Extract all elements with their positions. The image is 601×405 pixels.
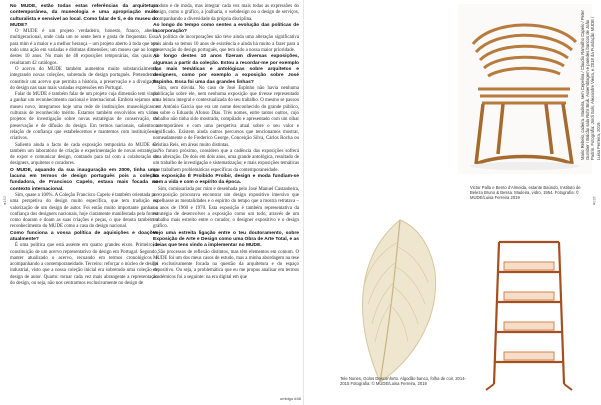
body-paragraph: O MUDE é um projeto verdadeiro, honesto, franco, aberto, multigeracional, onde cada um se sente bem e gosta de frequentar. Essa para mim é a maior e a melhor herança – um projeto aberto à toda que tem todo uma ação em variadas e distintas dimensões; um museu que ao longo destes 10 anos. No mais de 48 exposições temporárias, das quais já resultaram 42 catálogos. [10,29,158,66]
page-gutter [303,0,304,405]
caption-leaf: Tele Nunes, Golos Desconforto. Algodão banco, folha de coir, 2014-2015 Fotografia: © MUDE/Luisa Ferreira, 2019 [340,376,466,387]
body-paragraph: O acervo do MUDE também aumentou muito substancialmente, integrando novas coleções, sobretudo de design português. Pretendemos constituir um acervo que permita a história, a preservação e a divulgação do design nas suas mais variadas expressões em Portugal. [10,66,158,91]
body-paragraph: É uma política que está assente em quatro grandes eixos. Primeiro, a constituição de um acervo representativo do design em Portugal. Segundo, manter atualizado o acervo, recuando em termos cronológicos e acompanhando a contemporaneidade. Terceiro: reforçar o núcleo de design industrial, visto que a nossa coleção inicial era sobretudo uma coleção de design de autor. Quarto: tornar cada vez mais abrangente a representação do design, ou seja, não nos centrarmos exclusivamente no design de [10,243,158,287]
page-number-right: 153● [592,195,598,206]
interview-question: Vejo uma estreita ligação entre o teu doutoramento, sobre Exposição de Arte e Design como uma Obra de Arte Total, e as ideias que tens vindo a implementar no MUDE. [153,230,299,249]
caption-chair: Mario Rebelo, cadeira. Madeira, sem Cepelina / Claudio Ramalho Capelo / Peter Gumitier / Balcão sala Rohr Bruk. Assemblagem e paredes bancos de João Padrin. Fotografia: Jordi Sols, Alexandre Vieira, e 2018 da Fundação MUDE / Luisa Ferreira, 2019. [580,10,601,160]
display-shelf-photo [474,232,584,392]
body-paragraph: Sim, quase a 100%. A Coleção Francisco Capelo é também orientada por uma perspetiva do design muito específica, que tem tradução na valorização de um design de autor. Foi então muito importante ganhar a confiança dos designers nacionais, hoje claramente manifestada pela forma como doaram e doam as suas criações e peças, o que denota também o reconhecimento do MUDE como a casa do design nacional. [10,192,159,230]
body-paragraph: São processos de reflexão distintos, mas têm elementos em comum. O MUDE foi um dos meus casos de estudo, mas a minha abordagem na tese foi exclusivamente focada na questão da arquitetura e do espaço expositivo. Ou seja, a problemática que eu me propus analisar em termos académicos foi a seguinte: na era digital em que [153,249,299,280]
interview-question: O MUDE, aquando da sua inauguração em 2009, tinha uma lacuna em termos de design português pois a coleção fundadora, de Francisco Capelo, estava mais focada no contexto internacional. [10,167,158,192]
interview-question: Como funciona a vossa política de aquisições e doações atualmente? [10,230,158,242]
body-paragraph: Sim, sem dúvida. No caso de José Espinho não havia nenhuma publicação sobre ele, nem nenhuma exposição que tivesse representado uma leitura integral e contextualizada do seu trabalho. O mesmo se passou com António Garcia que era um nome desconhecido do grande público, ou sobre o Eduardo Afonso Dias. Três nomes, entre tantos outros, cujo trabalho não tinha sido mostrado, compilado e apresentado com um olhar contemporâneo e com uma perspetiva atual sobre o seu valor e significado. Existem ainda outros percursos que tencionamos mostrar, nomeadamente o de Frederico George, Conceição Silva, Carlos Rocha ou Cristina Reis, em áreas muito distintas. [153,85,299,148]
chair-photo [458,4,592,174]
body-paragraph: A política de incorporações não teve ainda uma alteração significativa pois ainda so temos 10 anos de existência e ainda há muito a fazer para a preservação do design português, que tem sido a nossa maior prioridade. [153,35,299,54]
interview-question: Na exposição É Proibido Proibir, design e moda fundiam-se com a vida e com o espírito da época. [153,174,299,186]
interview-question: Ao longo destes 10 anos fizeram diversas exposições, algumas a partir da coleção. Estou a recordar-me por exemplo das mais temáticas e antológicas sobre arquitetos e designers, como por exemplo a exposição sobre José Espinho. Essa foi uma das grandes linhas? [153,54,299,85]
leaf-sculpture-photo [340,212,460,390]
interview-question: No MUDE, estão todas estas referências da arquitetura contemporânea, da museologia e uma apropriação muito culturalista e sensivel ao local. Como falar de ti, e do museu do MUDE? [10,4,158,28]
caption-shelf: Victor Palla e Bento d'Almeida, estante Baúndo, Instituto de Beleza Bruno & Bessa. Madeira, vidro, 1954. Fotografia: © MUDE/Luisa Ferreira 2019 [470,185,581,201]
body-paragraph: Sim, comissariada por mim e desenhada pelo José Manuel Castanheira, a exposição procurava encontrar um design expositivo imersivo que espelhasse as mentalidades e o espírito do tempo que a mostra retratava – os anos de 1960 e 1970. Esta exposição é também representativa da estratégia de desenvolver a exposição como um todo, através de um trabalho mais estreito entre o curador, o designer expositivo e o design gráfico. [153,186,299,230]
interview-question: Ao longo do tempo como sentes a evolução das políticas de incorporação? [153,22,299,35]
page-number-left: ●152 [2,195,8,206]
body-paragraph: Saliento ainda o facto de cada exposição temporária do MUDE ser também um laboratório de criação e experimentação de novas estratégias de expor e comunicar design, contando para tal com a colaboração de designers, arquitetos e curadores. [10,142,158,167]
text-column-2 [153,4,299,281]
body-paragraph: produto e de moda, mas integrar cada vez mais todas as expressões do design, como o gráfico, a joalharia, o webdesign ou o design de serviços, acompanhando a diversidade da própria disciplina. [153,4,299,22]
page-footer: umbigo #48 [280,396,301,401]
text-column-1 [10,4,158,287]
body-paragraph: Falar do MUDE é também falar de um projeto cuja dimensão tem vindo a ganhar um reconhecimento nacional e internacional. Embora sejamos um museu novo, integramos hoje uma rede de instituições museológicas e culturais de reconhecido mérito. Estamos também envolvidos em vários projetos de investigação sobre novas estratégias de conservação, de preservação e de difusão do design. Em termos nacionais, saliento a relação de confiança que estabelecemos e mantemos com instituições e criativos. [10,92,158,142]
body-paragraph: No futuro próximo, considero que a cadência das exposições sofrerá uma alteração. De dois em dois anos, uma grande antológica, resultado de um trabalho de investigação e sistematização; e mais exposições temáticas que trabalhem problemáticas específicas da contemporaneidade. [153,148,299,173]
